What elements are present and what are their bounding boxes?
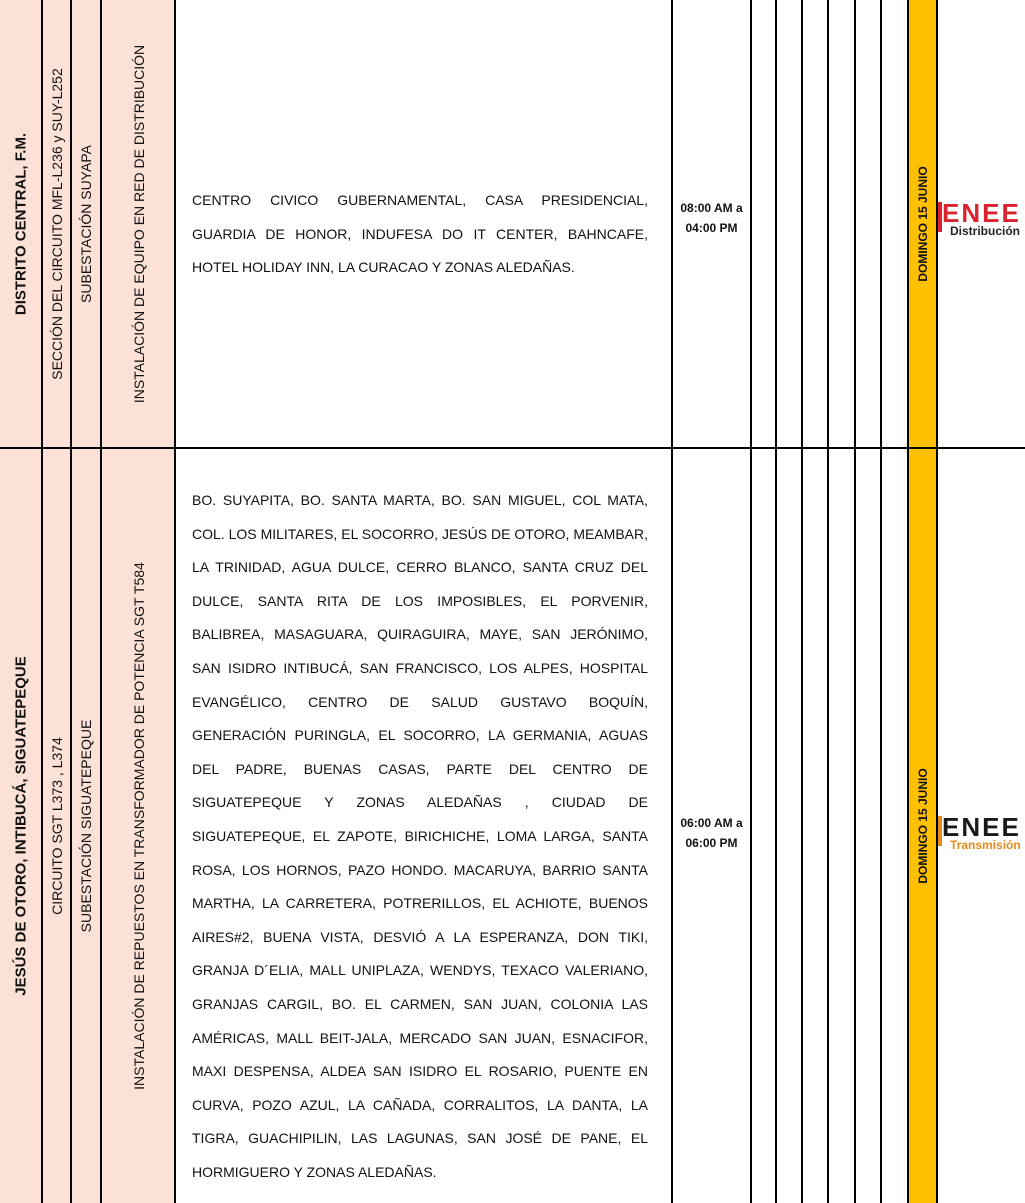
date-cell (908, 0, 937, 448)
table-row (0, 0, 1025, 448)
circuit-text: CIRCUITO SGT L373 , L374 (48, 736, 65, 915)
circuit-text: SECCIÓN DEL CIRCUITO MFL-L236 y SUY-L252 (48, 68, 65, 380)
affected-areas: CENTRO CIVICO GUBERNAMENTAL, CASA PRESIDENCIAL, GUARDIA DE HONOR, INDUFESA DO IT CENTER, BAHNCAFE, HOTEL HOLIDAY INN, LA CURACAO Y ZONAS ALEDAÑAS. (192, 192, 648, 276)
date-cell (908, 448, 937, 1203)
logo-sub: Transmisión (950, 838, 1021, 852)
column-divider (41, 0, 43, 1203)
row-divider (0, 447, 1025, 449)
location-cell (0, 0, 42, 448)
column-divider (671, 0, 673, 1203)
enee-distribucion-logo (938, 200, 1025, 240)
substation-text: SUBESTACIÓN SIGUATEPEQUE (78, 719, 94, 932)
substation-cell (71, 0, 101, 448)
time-end: 06:00 PM (685, 836, 738, 850)
work-text: INSTALACIÓN DE EQUIPO EN RED DE DISTRIBUCIÓN (130, 44, 147, 404)
circuit-cell (42, 448, 71, 1203)
substation-text: SUBESTACIÓN SUYAPA (78, 145, 94, 303)
table-row (0, 448, 1025, 1203)
location-text: JESÚS DE OTORO, INTIBUCÁ, SIGUATEPEQUE (12, 655, 30, 996)
work-text: INSTALACIÓN DE REPUESTOS EN TRANSFORMADOR DE POTENCIA SGT T584 (130, 561, 147, 1090)
affected-areas: BO. SUYAPITA, BO. SANTA MARTA, BO. SAN MIGUEL, COL MATA, COL. LOS MILITARES, EL SOCORRO, JESÚS DE OTORO, MEAMBAR, LA TRINIDAD, AGUA DULCE, CERRO BLANCO, SANTA CRUZ DEL DULCE, SANTA RITA DE LOS IMPOSIBLES, EL PORVENIR, BALIBREA, MASAGUARA, QUIRAGUIRA, MAYE, SAN JERÓNIMO, SAN ISIDRO INTIBUCÁ, SAN FRANCISCO, LOS ALPES, HOSPITAL EVANGÉLICO, CENTRO DE SALUD GUSTAVO BOQUÍN, GENERACIÓN PURINGLA, EL SOCORRO, LA GERMANIA, AGUAS DEL PADRE, BUENAS CASAS, PARTE DEL CENTRO DE SIGUATEPEQUE Y ZONAS ALEDAÑAS , CIUDAD DE SIGUATEPEQUE, EL ZAPOTE, BIRICHICHE, LOMA LARGA, SANTA ROSA, LOS HORNOS, PAZO HONDO. MACARUYA, BARRIO SANTA MARTHA, LA CARRETERA, POTRERILLOS, EL ACHIOTE, BUENOS AIRES#2, BUENA VISTA, DESVIÓ A LA ESPERANZA, DON TIKI, GRANJA D´ELIA, MALL UNIPLAZA, WENDYS, TEXACO VALERIANO, GRANJAS CARGIL, BO. EL CARMEN, SAN JUAN, COLONIA LAS AMÉRICAS, MALL BEIT-JALA, MERCADO SAN JUAN, ESNACIFOR, MAXI DESPENSA, ALDEA SAN ISIDRO EL ROSARIO, PUENTE EN CURVA, POZO AZUL, LA CAÑADA, CORRALITOS, LA DANTA, LA TIGRA, GUACHIPILIN, LAS LAGUNAS, SAN JOSÉ DE PANE, EL HORMIGUERO Y ZONAS ALEDAÑAS. (192, 492, 648, 1180)
column-divider (801, 0, 803, 1203)
enee-transmision-logo (938, 814, 1025, 854)
logo-word: ENEE (942, 812, 1021, 842)
column-divider (750, 0, 752, 1203)
column-divider (907, 0, 909, 1203)
circuit-cell (42, 0, 71, 448)
column-divider (880, 0, 882, 1203)
column-divider (775, 0, 777, 1203)
time-end: 04:00 PM (685, 221, 738, 235)
column-divider (70, 0, 72, 1203)
location-text: DISTRITO CENTRAL, F.M. (12, 132, 30, 316)
schedule-time (673, 198, 750, 238)
work-cell (101, 448, 176, 1203)
column-divider (854, 0, 856, 1203)
schedule-time (673, 813, 750, 853)
logo-sub: Distribución (950, 224, 1021, 238)
column-divider (100, 0, 102, 1203)
location-cell (0, 448, 42, 1203)
logo-word: ENEE (942, 198, 1021, 228)
time-start: 08:00 AM a (680, 201, 743, 215)
column-divider (174, 0, 176, 1203)
substation-cell (71, 448, 101, 1203)
date-text: DOMINGO 15 JUNIO (915, 166, 930, 282)
date-text: DOMINGO 15 JUNIO (915, 767, 930, 884)
work-cell (101, 0, 176, 448)
time-start: 06:00 AM a (680, 816, 743, 830)
column-divider (827, 0, 829, 1203)
column-divider (936, 0, 938, 1203)
